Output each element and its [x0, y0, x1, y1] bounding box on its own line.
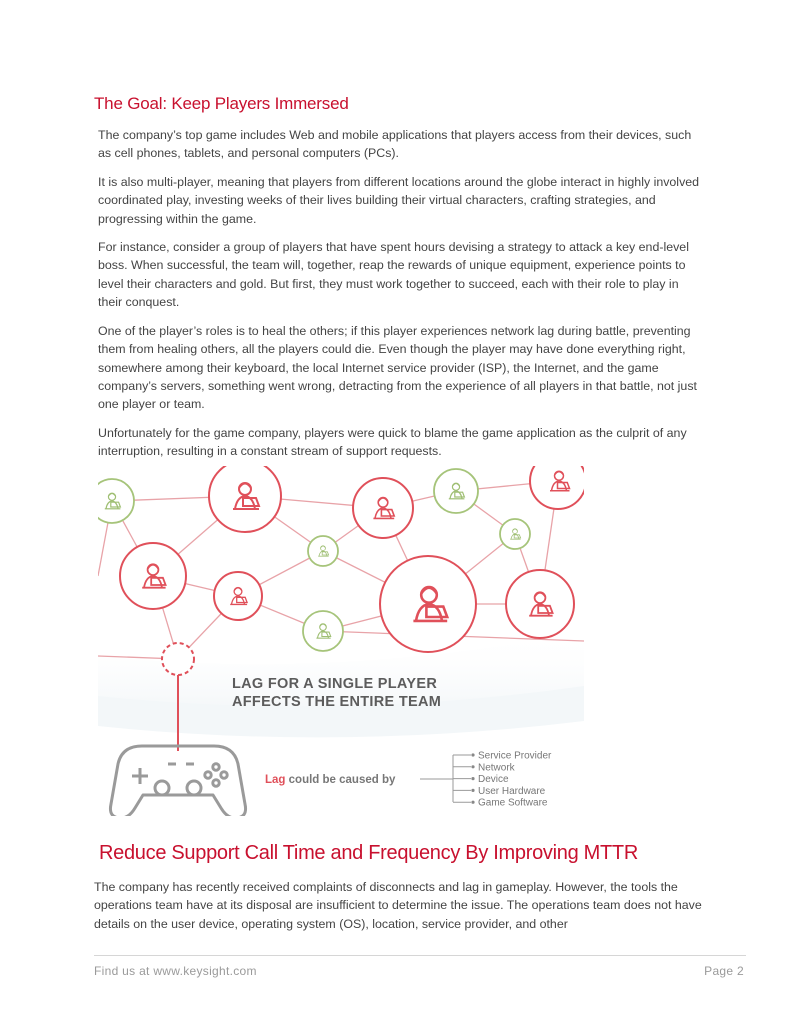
footer-divider [94, 955, 746, 956]
lag-word: Lag [265, 774, 286, 786]
causes-connector [420, 755, 453, 802]
section-heading-goal: The Goal: Keep Players Immersed [94, 94, 349, 113]
cause-item: Device [478, 774, 509, 786]
paragraph: The company has recently received complaints of disconnects and lag in gameplay. However, the tools the operations team have at its disposal are insufficient to determine the issue. The operations team does not have details on the user device, operating system (OS), location, service provider, and other [94, 880, 702, 931]
gamepad-icon [110, 746, 245, 816]
banner-line-2: AFFECTS THE ENTIRE TEAM [232, 694, 442, 710]
paragraph: For instance, consider a group of players that have spent hours devising a strategy to attack a key end-level boss. When successful, the team will, together, reap the rewards of unique equipment, experience points to level their characters and gold. But first, they must work together to succeed, each with their role to play in their conquest. [98, 240, 689, 309]
cause-item: Network [478, 762, 515, 774]
cause-bullet [471, 753, 474, 756]
causes-list [453, 751, 552, 809]
player-node [98, 479, 134, 523]
page-number: Page 2 [704, 964, 744, 978]
cause-bullet [471, 789, 474, 792]
lag-caption-rest: could be caused by [285, 774, 396, 786]
cause-bullet [471, 801, 474, 804]
paragraph: It is also multi-player, meaning that players from different locations around the globe interact in highly involved coordinated play, investing weeks of their lives building their virtual characters, crafting strategies, and progressing within the game. [98, 175, 700, 226]
banner-line-1: LAG FOR A SINGLE PLAYER [232, 676, 438, 692]
paragraph: The company’s top game includes Web and mobile applications that players access from their devices, such as cell phones, tablets, and personal computers (PCs). [98, 128, 692, 161]
lag-caption [265, 774, 396, 786]
cause-item: User Hardware [478, 785, 546, 797]
cause-item: Service Provider [478, 750, 552, 762]
cause-item: Game Software [478, 797, 548, 809]
section-heading-mttr: Reduce Support Call Time and Frequency By Improving MTTR [99, 842, 638, 864]
cause-bullet [471, 765, 474, 768]
footer-website: Find us at www.keysight.com [94, 964, 257, 978]
lagging-player-node [162, 643, 194, 675]
paragraph: Unfortunately for the game company, players were quick to blame the game application as the culprit of any interruption, resulting in a constant stream of support requests. [98, 426, 687, 459]
lag-illustration [98, 466, 584, 816]
paragraph: One of the player’s roles is to heal the others; if this player experiences network lag during battle, preventing them from healing others, all the players could die. Even though the player may have done everything right, somewhere among their keyboard, the local Internet service provider (ISP), the Internet, and the game company’s servers, something went wrong, detracting from the experience of all players in that battle, not just one player or team. [98, 324, 697, 412]
cause-bullet [471, 777, 474, 780]
